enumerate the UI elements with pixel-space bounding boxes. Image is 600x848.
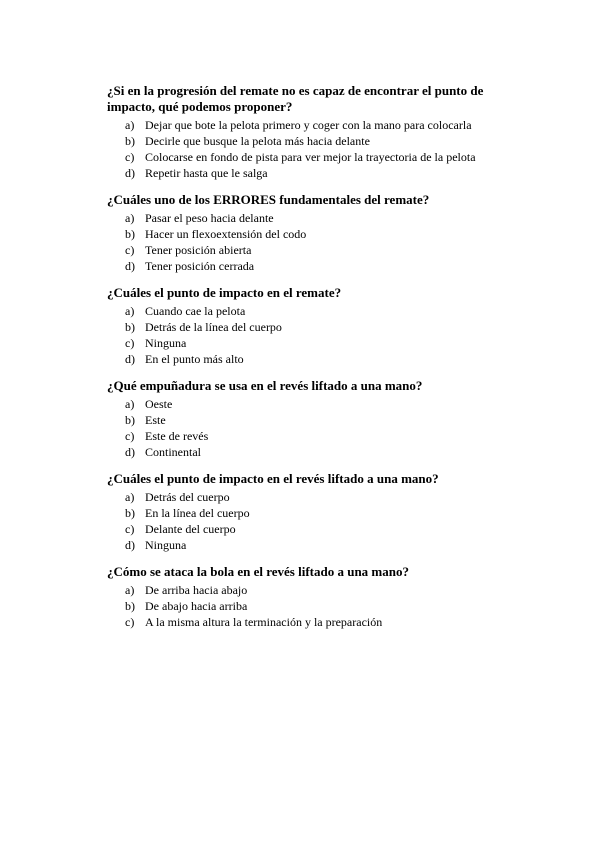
- option-letter: c): [125, 243, 135, 257]
- option-text: Hacer un flexoextensión del codo: [145, 227, 307, 241]
- option-letter: c): [125, 429, 135, 443]
- answer-option: [107, 226, 520, 242]
- option-letter: c): [125, 336, 135, 350]
- answer-option: [107, 537, 520, 553]
- option-letter: a): [125, 583, 135, 597]
- answer-option: [107, 428, 520, 444]
- option-letter: b): [125, 227, 135, 241]
- answer-option: [107, 335, 520, 351]
- answer-option: [107, 521, 520, 537]
- answer-option: [107, 303, 520, 319]
- answer-option: [107, 412, 520, 428]
- question-block: [107, 83, 520, 181]
- answer-option: [107, 242, 520, 258]
- option-text: Ninguna: [145, 336, 187, 350]
- question-text: ¿Cuáles el punto de impacto en el remate?: [107, 285, 342, 300]
- option-list: [107, 210, 520, 274]
- option-text: Detrás de la línea del cuerpo: [145, 320, 282, 334]
- answer-option: [107, 210, 520, 226]
- option-letter: d): [125, 538, 135, 552]
- option-list: [107, 117, 520, 181]
- option-text: Colocarse en fondo de pista para ver mejor la trayectoria de la pelota: [145, 150, 476, 164]
- option-letter: d): [125, 259, 135, 273]
- option-letter: b): [125, 506, 135, 520]
- option-text: Decirle que busque la pelota más hacia delante: [145, 134, 370, 148]
- option-list: [107, 303, 520, 367]
- option-letter: c): [125, 150, 135, 164]
- option-list: [107, 396, 520, 460]
- question-block: [107, 378, 520, 460]
- question-text: ¿Cuáles uno de los ERRORES fundamentales del remate?: [107, 192, 430, 207]
- option-text: Repetir hasta que le salga: [145, 166, 268, 180]
- option-list: [107, 489, 520, 553]
- option-text: Delante del cuerpo: [145, 522, 236, 536]
- option-text: Continental: [145, 445, 201, 459]
- option-letter: a): [125, 490, 135, 504]
- option-text: De abajo hacia arriba: [145, 599, 248, 613]
- question-list: [107, 83, 520, 630]
- option-text: En el punto más alto: [145, 352, 244, 366]
- answer-option: [107, 133, 520, 149]
- option-text: Oeste: [145, 397, 173, 411]
- answer-option: [107, 396, 520, 412]
- answer-option: [107, 598, 520, 614]
- option-letter: d): [125, 445, 135, 459]
- option-text: Dejar que bote la pelota primero y coger con la mano para colocarla: [145, 118, 472, 132]
- option-letter: b): [125, 320, 135, 334]
- question-block: [107, 285, 520, 367]
- question-text: ¿Qué empuñadura se usa en el revés liftado a una mano?: [107, 378, 423, 393]
- option-text: A la misma altura la terminación y la preparación: [145, 615, 383, 629]
- option-list: [107, 582, 520, 630]
- option-text: De arriba hacia abajo: [145, 583, 248, 597]
- option-letter: b): [125, 599, 135, 613]
- option-text: Pasar el peso hacia delante: [145, 211, 274, 225]
- option-letter: a): [125, 397, 135, 411]
- option-letter: d): [125, 166, 135, 180]
- option-letter: a): [125, 304, 135, 318]
- option-text: Tener posición cerrada: [145, 259, 255, 273]
- option-letter: b): [125, 413, 135, 427]
- option-text: Ninguna: [145, 538, 187, 552]
- question-text: ¿Si en la progresión del remate no es capaz de encontrar el punto de impacto, qué podemos proponer?: [107, 83, 484, 114]
- option-letter: d): [125, 352, 135, 366]
- answer-option: [107, 444, 520, 460]
- option-text: En la línea del cuerpo: [145, 506, 250, 520]
- question-block: [107, 192, 520, 274]
- option-letter: c): [125, 522, 135, 536]
- answer-option: [107, 319, 520, 335]
- answer-option: [107, 117, 520, 133]
- option-letter: a): [125, 118, 135, 132]
- answer-option: [107, 165, 520, 181]
- answer-option: [107, 351, 520, 367]
- answer-option: [107, 258, 520, 274]
- option-text: Detrás del cuerpo: [145, 490, 230, 504]
- answer-option: [107, 489, 520, 505]
- answer-option: [107, 614, 520, 630]
- answer-option: [107, 149, 520, 165]
- option-text: Este: [145, 413, 166, 427]
- option-letter: c): [125, 615, 135, 629]
- option-text: Este de revés: [145, 429, 209, 443]
- question-text: ¿Cómo se ataca la bola en el revés liftado a una mano?: [107, 564, 409, 579]
- question-text: ¿Cuáles el punto de impacto en el revés liftado a una mano?: [107, 471, 439, 486]
- question-block: [107, 564, 520, 630]
- question-block: [107, 471, 520, 553]
- option-letter: b): [125, 134, 135, 148]
- option-text: Cuando cae la pelota: [145, 304, 246, 318]
- option-text: Tener posición abierta: [145, 243, 252, 257]
- option-letter: a): [125, 211, 135, 225]
- answer-option: [107, 505, 520, 521]
- answer-option: [107, 582, 520, 598]
